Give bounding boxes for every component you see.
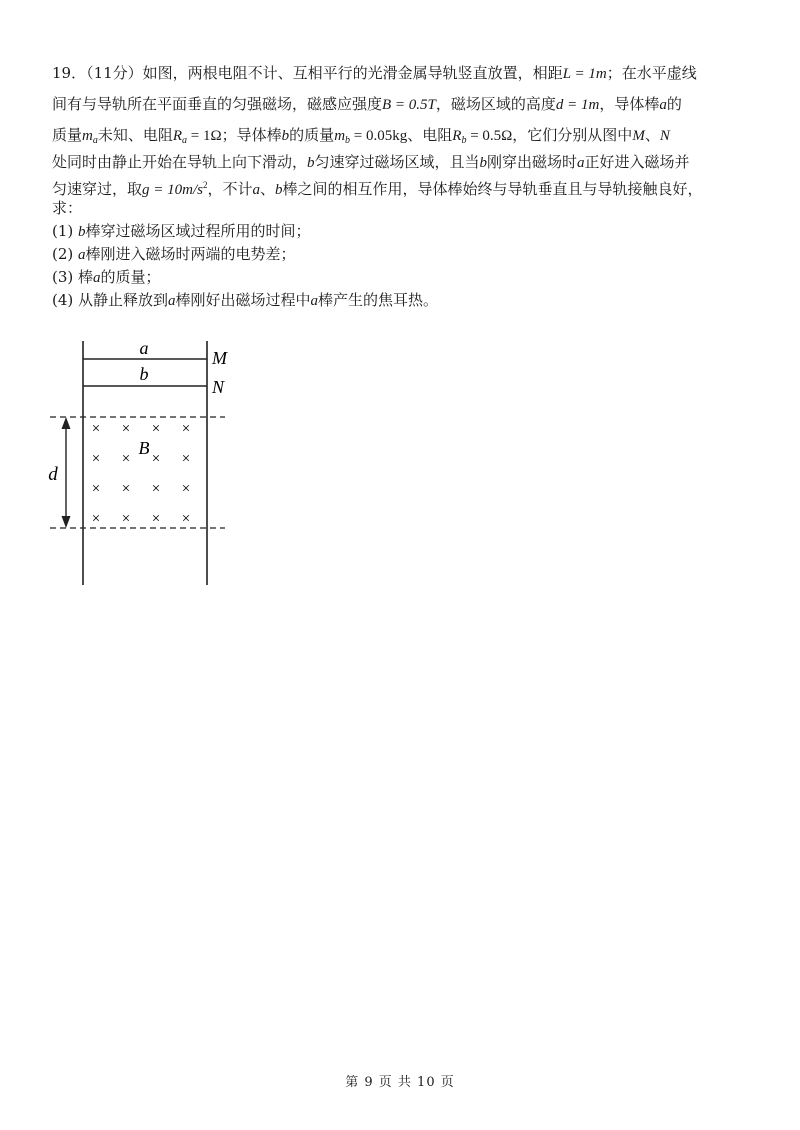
text-run: ，不计 xyxy=(207,180,253,197)
math-main: g = 10m/s xyxy=(142,182,203,197)
point-m-label: M xyxy=(212,348,227,368)
field-cross: × xyxy=(151,511,161,527)
text-run: 、 xyxy=(260,180,276,197)
problem-line xyxy=(52,243,758,266)
height-arrow-top-head xyxy=(62,417,71,429)
field-cross: × xyxy=(181,421,191,437)
math-symbol: b xyxy=(78,224,86,240)
math-symbol: N xyxy=(659,128,670,144)
math-subscript: a xyxy=(182,135,188,146)
math-value: = 1Ω xyxy=(187,128,222,144)
text-run: 棒刚进入磁场时两端的电势差； xyxy=(85,245,296,263)
field-cross: × xyxy=(151,421,161,437)
problem-line xyxy=(52,151,758,174)
text-run: 质量 xyxy=(52,126,83,144)
text-run: ；导体棒 xyxy=(221,126,282,144)
text-run: 正好进入磁场并 xyxy=(584,153,690,171)
text-run: 棒刚好出磁场过程中 xyxy=(175,291,311,309)
problem-line xyxy=(52,120,758,151)
math-main: R xyxy=(172,128,183,144)
text-run: 19．（11分）如图，两根电阻不计、互相平行的光滑金属导轨竖直放置，相距 xyxy=(52,64,563,82)
math-expression xyxy=(334,128,407,144)
field-cross: × xyxy=(151,481,161,497)
math-symbol: a xyxy=(659,97,667,113)
text-run: ，它们分别从图中 xyxy=(512,126,633,144)
math-expression xyxy=(382,97,436,113)
problem-line xyxy=(52,197,758,220)
text-run: (4) 从静止释放到 xyxy=(52,291,169,309)
math-main: R xyxy=(452,128,462,144)
text-run: 、电阻 xyxy=(407,126,453,144)
point-n-label: N xyxy=(212,377,225,397)
text-run: (2) xyxy=(52,245,79,263)
math-expression xyxy=(142,182,207,197)
text-run: 刚穿出磁场时 xyxy=(487,153,578,171)
math-symbol: a xyxy=(78,247,86,263)
math-expression xyxy=(556,97,599,113)
rod-b-label: b xyxy=(139,364,149,384)
math-subscript: b xyxy=(345,135,351,146)
field-cross: × xyxy=(151,451,161,467)
problem-19-text xyxy=(52,58,758,312)
math-symbol: a xyxy=(310,293,319,309)
problem-line xyxy=(52,58,758,89)
problem-line xyxy=(52,174,758,197)
text-run: (1) xyxy=(52,222,79,240)
text-run: ，导体棒 xyxy=(599,95,660,113)
text-run: ；在水平虚线 xyxy=(606,64,697,82)
field-cross: × xyxy=(121,421,131,437)
field-cross: × xyxy=(91,421,101,437)
math-symbol: a xyxy=(252,182,260,197)
math-symbol: a xyxy=(168,293,176,309)
text-run: ，磁场区域的高度 xyxy=(435,95,556,113)
problem-line xyxy=(52,220,758,243)
text-run: 、 xyxy=(644,126,660,144)
rail-diagram xyxy=(40,335,300,595)
field-cross: × xyxy=(181,511,191,527)
page-footer: 第 9 页 共 10 页 xyxy=(345,1075,455,1090)
field-cross: × xyxy=(181,451,191,467)
problem-line xyxy=(52,266,758,289)
math-main: m xyxy=(82,128,93,144)
text-run: 未知、电阻 xyxy=(97,126,173,144)
problem-line xyxy=(52,89,758,120)
field-cross: × xyxy=(181,481,191,497)
field-cross: × xyxy=(121,451,131,467)
math-main: m xyxy=(334,128,346,144)
text-run: (3) 棒 xyxy=(52,268,94,286)
problem-line xyxy=(52,289,758,312)
text-run: 棒穿过磁场区域过程所用的时间； xyxy=(85,222,311,240)
text-run: 匀速穿过磁场区域，且当 xyxy=(314,153,480,171)
math-symbol: M xyxy=(632,128,645,144)
field-cross: × xyxy=(91,451,101,467)
text-run: 棒产生的焦耳热。 xyxy=(318,291,439,309)
math-value: = 0.05kg xyxy=(350,128,408,144)
text-run: 棒之间的相互作用，导体棒始终与导轨垂直且与导轨接触良好， xyxy=(282,180,703,197)
text-run: 的质量； xyxy=(100,268,161,286)
text-run: 匀速穿过，取 xyxy=(52,180,143,197)
math-superscript: 2 xyxy=(202,180,208,190)
field-cross: × xyxy=(91,481,101,497)
math-expression xyxy=(563,66,607,82)
field-cross: × xyxy=(121,481,131,497)
field-label: B xyxy=(138,438,150,458)
math-symbol: b xyxy=(275,182,283,197)
math-symbol: a xyxy=(577,155,585,171)
field-cross: × xyxy=(91,511,101,527)
math-subscript: b xyxy=(461,135,467,146)
text-run: 间有与导轨所在平面垂直的匀强磁场，磁感应强度 xyxy=(52,95,383,113)
math-expression xyxy=(452,128,512,144)
text-run: 处同时由静止开始在导轨上向下滑动， xyxy=(52,153,308,171)
math-main: d = 1m xyxy=(555,97,600,113)
math-symbol: a xyxy=(93,270,101,286)
rod-a-label: a xyxy=(139,338,149,358)
height-arrow-bottom-head xyxy=(62,516,71,528)
math-value: = 0.5Ω xyxy=(466,128,513,144)
math-symbol: b xyxy=(307,155,315,171)
math-expression xyxy=(173,128,222,144)
text-run: 的质量 xyxy=(289,126,335,144)
math-symbol: b xyxy=(281,128,290,144)
text-run: 求： xyxy=(52,199,83,217)
magnetic-field-crosses xyxy=(92,421,190,527)
height-label: d xyxy=(48,464,58,485)
text-run: 的 xyxy=(666,95,682,113)
math-main: B = 0.5T xyxy=(382,97,436,113)
math-expression xyxy=(82,128,98,144)
math-symbol: b xyxy=(479,155,488,171)
math-main: L = 1m xyxy=(562,66,607,82)
math-subscript: a xyxy=(92,135,98,146)
field-cross: × xyxy=(121,511,131,527)
